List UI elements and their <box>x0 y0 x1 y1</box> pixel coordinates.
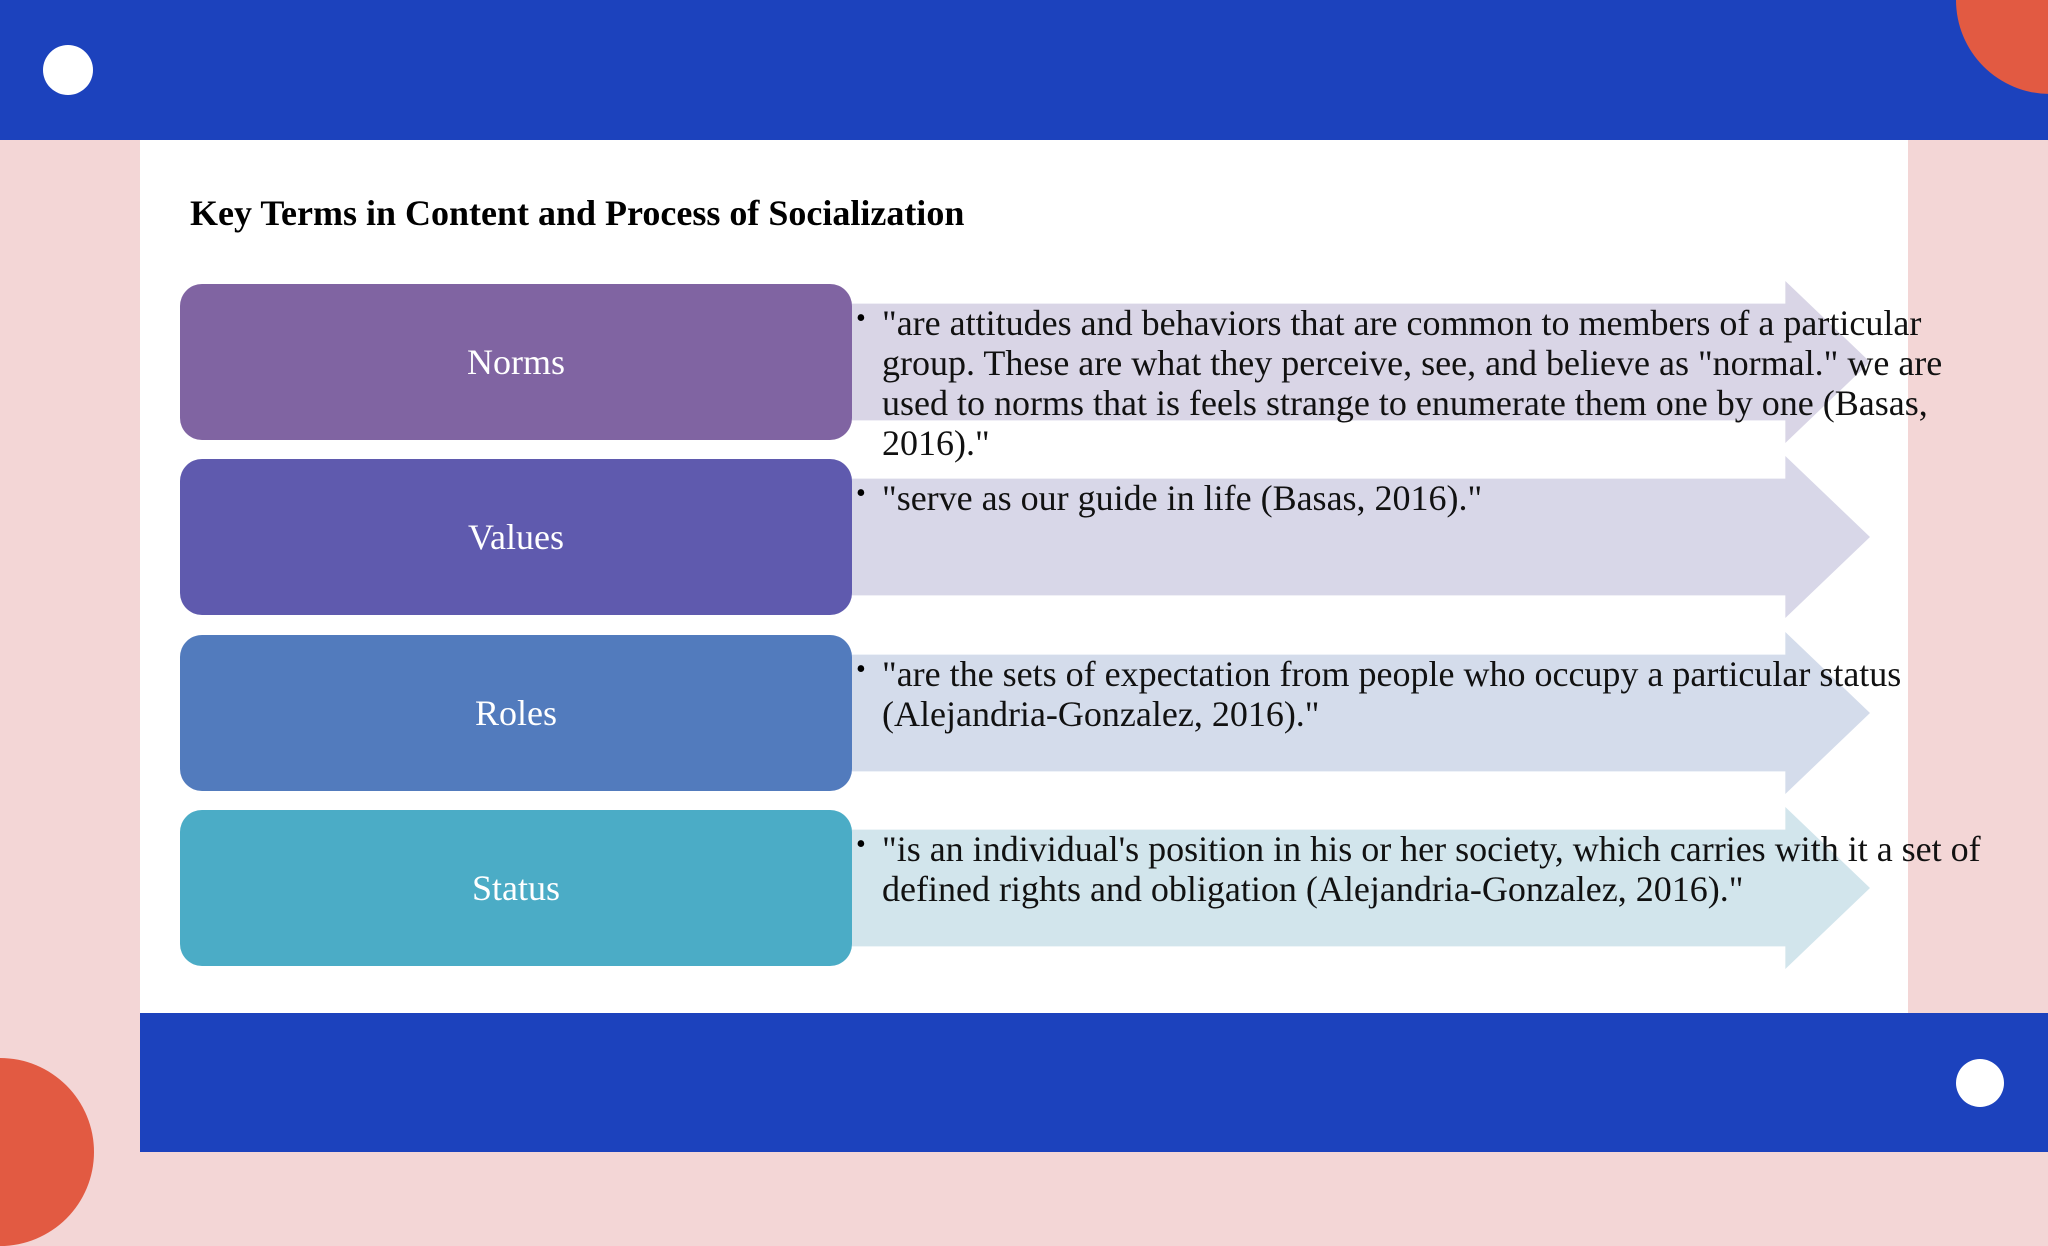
term-label: Values <box>468 517 564 557</box>
bullet-icon: • <box>856 654 866 685</box>
term-box-status <box>180 810 852 966</box>
term-label: Norms <box>467 342 565 382</box>
decorative-circle-icon <box>43 45 93 95</box>
term-definition: "serve as our guide in life (Basas, 2016)." <box>882 478 1483 518</box>
term-box-roles <box>180 635 852 791</box>
slide-title: Key Terms in Content and Process of Socialization <box>190 193 965 233</box>
term-box-norms <box>180 284 852 440</box>
term-row-roles <box>180 632 1902 794</box>
term-row-values <box>180 456 1870 618</box>
term-box-values <box>180 459 852 615</box>
top-banner <box>0 0 2048 140</box>
term-label: Roles <box>474 693 557 733</box>
bullet-icon: • <box>856 829 866 860</box>
bullet-icon: • <box>856 478 866 509</box>
term-label: Status <box>471 868 560 908</box>
term-definition: "is an individual's position in his or her society, which carries with it a set of defined rights and obligation (Alejandria-Gonzalez, 2016)." <box>882 829 1981 909</box>
decorative-circle-icon <box>0 1058 94 1246</box>
bottom-banner <box>140 1013 2048 1152</box>
decorative-circle-icon <box>1956 1059 2004 1107</box>
term-definition: "are the sets of expectation from people who occupy a particular status (Alejandria-Gonzalez, 2016)." <box>882 654 1902 734</box>
term-definition: "are attitudes and behaviors that are common to members of a particular group. These are what they perceive, see, and believe as "normal." we are used to norms that is feels strange to enumerate them one by one (Basas, 2016)." <box>882 303 1943 463</box>
term-row-norms <box>180 281 1943 463</box>
bullet-icon: • <box>856 303 866 334</box>
term-row-status <box>180 807 1981 969</box>
